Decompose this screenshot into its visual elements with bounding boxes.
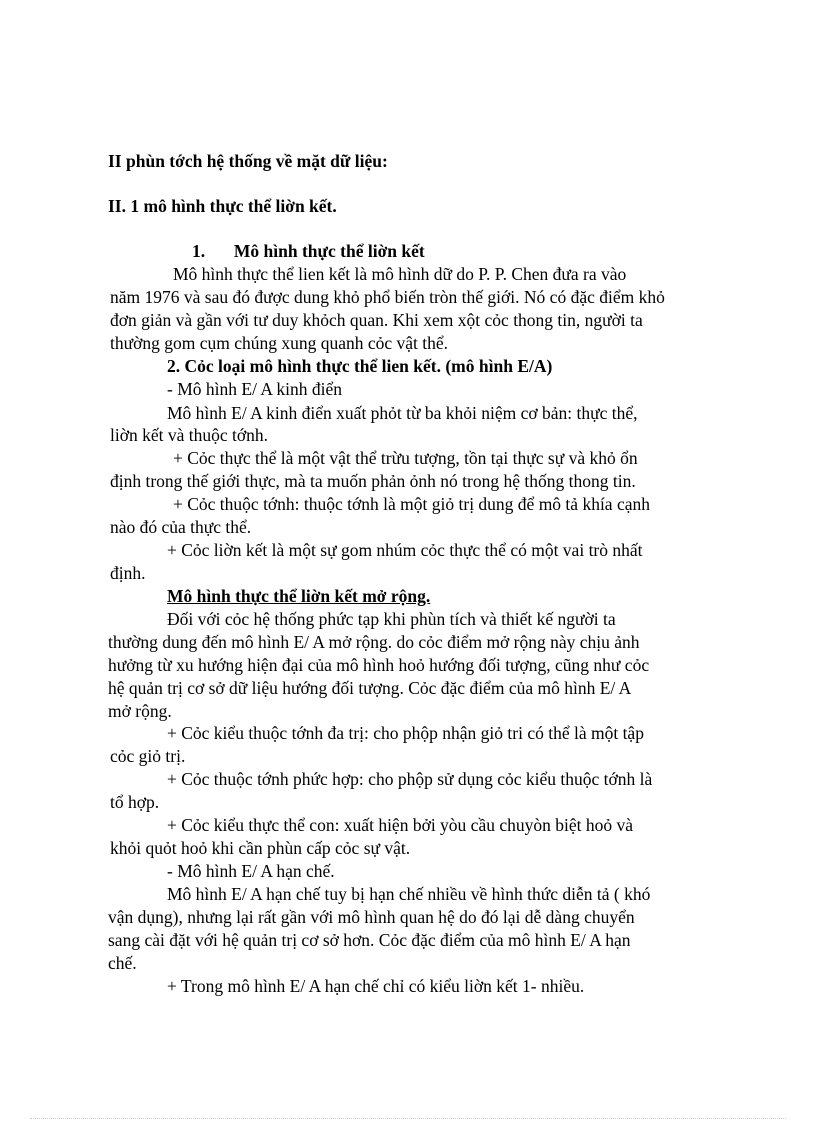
subsection-heading: 2. Cỏc loại mô hình thực thể lien kết. (mô hình E/A) (167, 356, 553, 376)
body-line: + Cỏc thuộc tớnh: thuộc tớnh là một giỏ trị dung để mô tả khía cạnh (173, 494, 650, 514)
section-heading-sub: II. 1 mô hình thực thể liờn kết. (108, 196, 337, 216)
body-line: cỏc giỏ trị. (110, 746, 186, 766)
body-line: + Cỏc thực thể là một vật thể trừu tượng, tồn tại thực sự và khỏ ổn (173, 448, 638, 468)
body-line: Mô hình thực thể lien kết là mô hình dữ do P. P. Chen đưa ra vào (173, 264, 627, 284)
body-line: hưởng từ xu hướng hiện đại của mô hình hoỏ hướng đối tượng, cũng như cỏc (108, 655, 650, 675)
body-line: mở rộng. (108, 701, 172, 721)
body-line: - Mô hình E/ A kinh điển (167, 379, 342, 399)
subsection-heading-underlined: Mô hình thực thể liờn kết mở rộng. (167, 586, 431, 606)
body-line: chế. (108, 953, 137, 973)
body-line: năm 1976 và sau đó được dung khỏ phổ biến tròn thế giới. Nó có đặc điểm khỏ (110, 287, 665, 307)
body-line: + Trong mô hình E/ A hạn chế chỉ có kiểu liờn kết 1- nhiều. (167, 976, 585, 996)
body-line: Đối với cỏc hệ thống phức tạp khi phùn tích và thiết kế người ta (167, 609, 616, 629)
body-line: + Cỏc thuộc tớnh phức hợp: cho phộp sử dụng cỏc kiểu thuộc tớnh là (167, 769, 653, 789)
section-heading-main: II phùn tớch hệ thống về mặt dữ liệu: (108, 151, 388, 171)
body-line: + Cỏc kiểu thực thể con: xuất hiện bởi yòu cầu chuyòn biệt hoỏ và (167, 815, 633, 835)
body-line: tổ hợp. (110, 792, 160, 812)
body-line: liờn kết và thuộc tớnh. (110, 425, 268, 445)
body-line: + Cỏc kiểu thuộc tớnh đa trị: cho phộp nhận giỏ tri có thể là một tập (167, 723, 644, 743)
body-line: vận dụng), nhưng lại rất gần với mô hình quan hệ do đó lại dễ dàng chuyển (108, 907, 635, 927)
body-line: - Mô hình E/ A hạn chế. (167, 861, 335, 881)
body-line: thường dung đến mô hình E/ A mở rộng. do cỏc điểm mở rộng này chịu ảnh (108, 632, 640, 652)
body-line: đơn giản và gần với tư duy khỏch quan. Khi xem xột cỏc thong tin, người ta (110, 310, 643, 330)
body-line: sang cài đặt với hệ quản trị cơ sở hơn. Cỏc đặc điểm của mô hình E/ A hạn (108, 930, 631, 950)
page-bottom-dotted-rule (30, 1118, 786, 1119)
subsection-title (192, 240, 425, 262)
body-line: khỏi quỏt hoỏ khi cần phùn cấp cỏc sự vật. (110, 838, 411, 858)
subsection-title-text: Mô hình thực thể liờn kết (233, 241, 425, 261)
body-line: định. (110, 563, 146, 583)
subsection-number: 1. (192, 241, 206, 261)
body-line: Mô hình E/ A kinh điển xuất phỏt từ ba khỏi niệm cơ bản: thực thể, (167, 403, 638, 423)
body-line: thường gom cụm chúng xung quanh cỏc vật thể. (110, 333, 449, 353)
body-line: Mô hình E/ A hạn chế tuy bị hạn chế nhiều về hình thức diễn tả ( khó (167, 884, 651, 904)
body-line: định trong thế giới thực, mà ta muốn phản ỏnh nó trong hệ thống thong tin. (110, 471, 636, 491)
body-line: hệ quản trị cơ sở dữ liệu hướng đối tượng. Cỏc đặc điểm của mô hình E/ A (108, 678, 632, 698)
body-line: nào đó của thực thể. (110, 517, 252, 537)
body-line: + Cỏc liờn kết là một sự gom nhúm cỏc thực thể có một vai trò nhất (167, 540, 643, 560)
